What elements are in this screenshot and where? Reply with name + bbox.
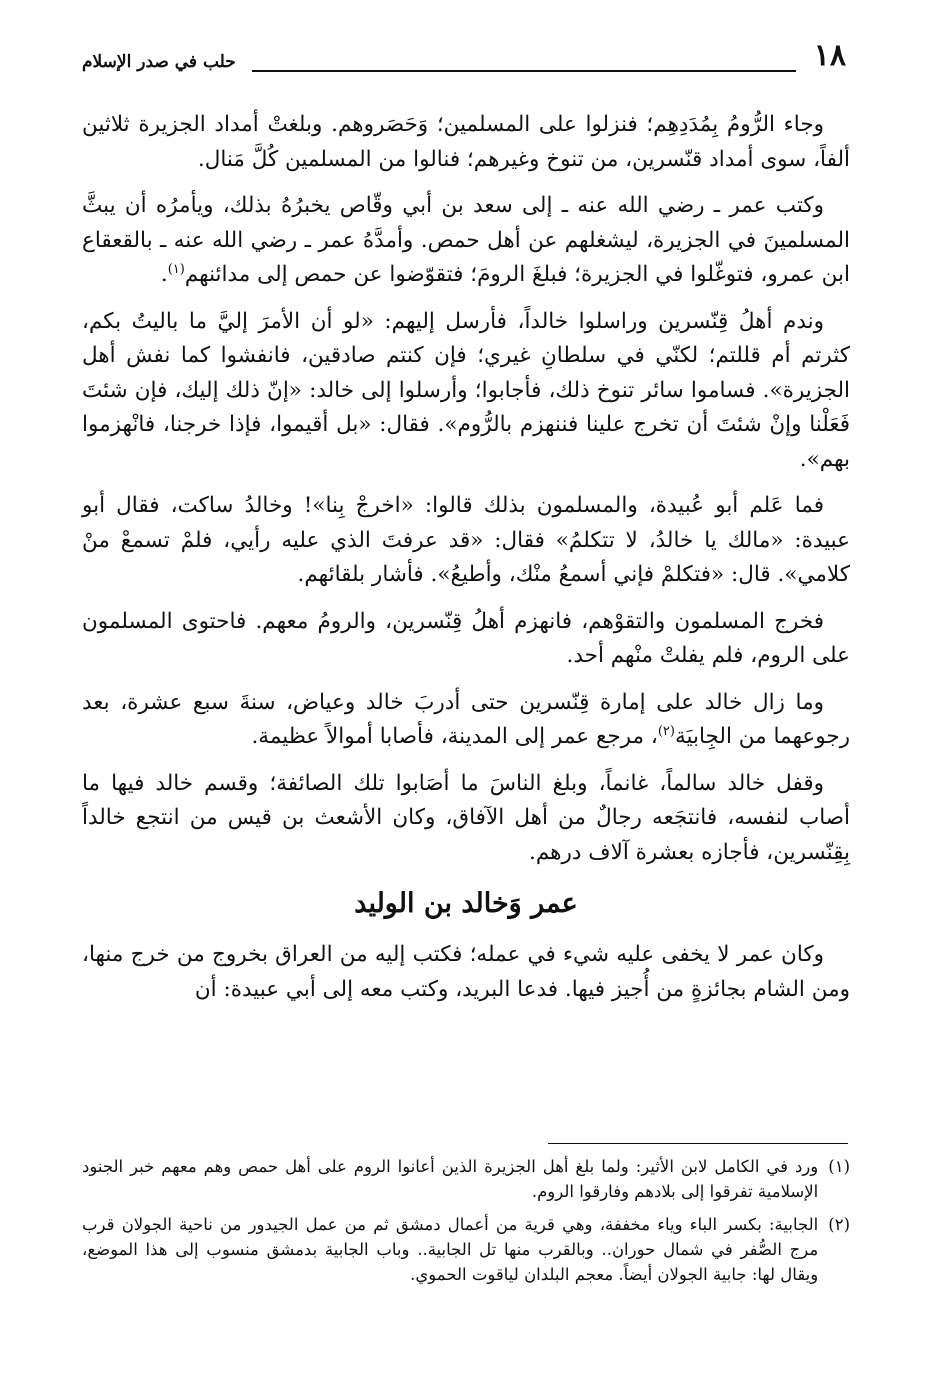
footnote-reference[interactable]: (٢) — [657, 723, 675, 739]
footnote-text: الجابية: بكسر الباء وياء مخففة، وهي قرية من أعمال دمشق ثم من عمل الجيدور من ناحية الجولان قرب مرج الصُّفر في شمال حوران.. وبالقرب منها تل الجابية.. وباب الجابية بدمشق منسوب إلى هذا الموضع، ويقال لها: جابية الجولان أيضاً. معجم البلدان لياقوت الحموي. — [82, 1215, 819, 1284]
running-header — [82, 38, 846, 84]
footnote-text: ورد في الكامل لابن الأثير: ولما بلغ أهل الجزيرة الذين أعانوا الروم على أهل حمص وهم معهم خبر الجنود الإسلامية تفرقوا إلى بلادهم وفارقوا الروم. — [82, 1157, 819, 1201]
paragraph — [82, 108, 850, 177]
page-number: ١٨ — [813, 38, 846, 73]
paragraph-text: وقفل خالد سالماً، غانماً، وبلغ الناسَ ما أصَابوا تلك الصائفة؛ وقسم خالد فيها ما أصاب لنفسه، فانتجَعه رجالٌ من أهل الآفاق، وكان الأشعث بن قيس من انتجع خالداً بِقِنّسرين، فأجازه بعشرة آلاف درهم. — [82, 770, 850, 865]
paragraph — [82, 189, 850, 293]
paragraph-text: وندم أهلُ قِنّسرين وراسلوا خالداً، فأرسل إليهم: «لو أن الأمرَ إليَّ ما باليتُ بكم، كثرتم أم قللتم؛ لكنّي في سلطانِ غيري؛ فإن كنتم صادقين، فانفشوا كما نفش أهل الجزيرة». فساموا سائر تنوخ ذلك، فأجابوا؛ وأرسلوا إلى خالد: «إنّ ذلك إليك، فإن شئتَ فَعَلْنا وإنْ شئتَ أن تخرج علينا فننهزم بالرُّوم». فقال: «بل أقيموا، فإذا خرجنا، فانْهزموا بهم». — [82, 308, 850, 472]
paragraph — [82, 938, 850, 1007]
section-heading: عمر وَخالد بن الوليد — [354, 888, 578, 919]
body-text — [82, 108, 850, 1019]
paragraph-text: وما زال خالد على إمارة قِنّسرين حتى أدربَ خالد وعياض، سنةَ سبع عشرة، بعد رجوعهما من الجِابيَة — [82, 689, 850, 749]
paragraph — [82, 489, 850, 593]
paragraph-text: وجاء الرُّومُ بِمُدَدِهِم؛ فنزلوا على المسلمين؛ وَحَصَروهم. وبلغتْ أمداد الجزيرة ثلاثين ألفاً، سوى أمداد قنّسرين، من تنوخ وغيرهم؛ فنالوا من المسلمين كُلَّ مَنال. — [82, 112, 850, 172]
footnote — [82, 1154, 850, 1204]
paragraph — [82, 767, 850, 871]
footnotes — [82, 1154, 850, 1295]
footnote-divider — [548, 1143, 848, 1144]
book-title: حلب في صدر الإسلام — [82, 52, 236, 72]
paragraph-text: وكان عمر لا يخفى عليه شيء في عمله؛ فكتب إليه من العراق بخروج من خرج منها، ومن الشام بجائزةٍ من أُجيز فيها. فدعا البريد، وكتب معه إلى أبي عبيدة: أن — [82, 942, 850, 1002]
footnote-number: (٢) — [828, 1215, 850, 1234]
paragraph — [82, 605, 850, 674]
paragraph — [82, 686, 850, 755]
paragraph — [82, 305, 850, 478]
paragraph-text: وكتب عمر ـ رضي الله عنه ـ إلى سعد بن أبي وقّاص يخبرُهُ بذلك، ويأمرُه أن يبثَّ المسلمينَ في الجزيرة، ليشغلهم عن أهل حمص. وأمدَّهُ عمر ـ رضي الله عنه ـ بالقعقاع ابن عمرو، فتوغّلوا في الجزيرة؛ فبلغَ الرومَ؛ فتقوّضوا عن حمص إلى مدائنهم — [82, 193, 850, 287]
header-rule — [252, 70, 796, 72]
paragraph-text: ، مرجع عمر إلى المدينة، فأصابا أموالاً عظيمة. — [251, 724, 658, 749]
footnote — [82, 1212, 850, 1287]
paragraph-text: . — [160, 262, 168, 287]
footnote-number: (١) — [828, 1157, 850, 1176]
paragraph-text: فما عَلم أبو عُبيدة، والمسلمون بذلك قالوا: «اخرجْ بِنا»! وخالدُ ساكت، فقال أبو عبيدة: «مالك يا خالدُ، لا تتكلمُ» فقال: «قد عرفتَ الذي عليه رأيي، فلمْ تسمعْ منْ كلامي». قال: «فتكلمْ فإني أسمعُ منْك، وأطيعُ». فأشار بلقائهم. — [82, 493, 850, 587]
paragraph-text: فخرج المسلمون والتقوْهم، فانهزم أهلُ قِنّسرين، والرومُ معهم. فاحتوى المسلمون على الروم، فلم يفلتْ منْهم أحد. — [82, 608, 850, 668]
footnote-reference[interactable]: (١) — [167, 261, 185, 277]
